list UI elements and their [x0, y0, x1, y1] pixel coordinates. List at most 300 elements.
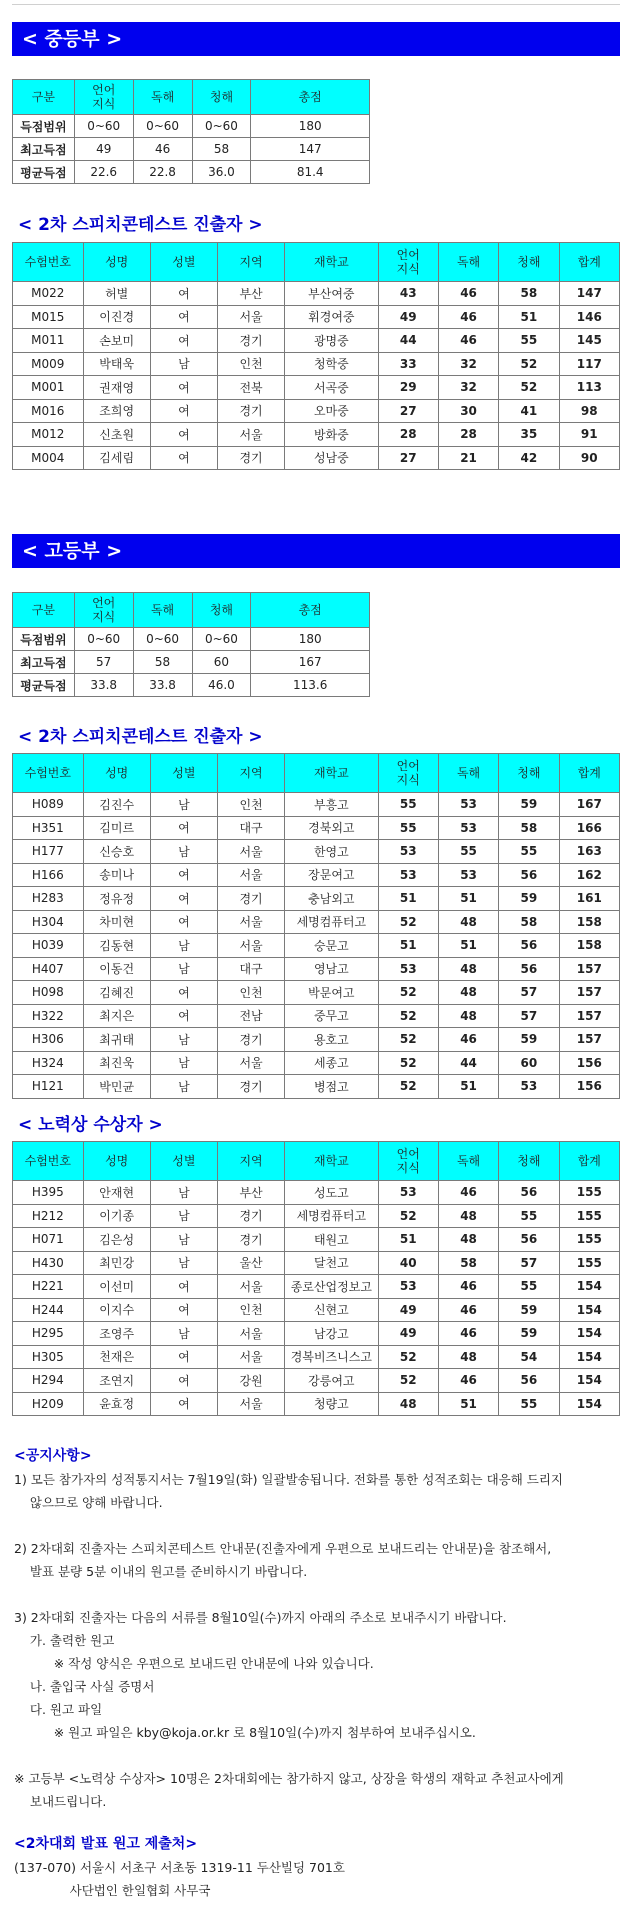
- table-cell: 남: [150, 352, 217, 376]
- table-cell: 여: [150, 863, 217, 887]
- table-cell: 0~60: [133, 115, 192, 138]
- table-cell: 장문여고: [285, 863, 378, 887]
- table-row: [13, 863, 620, 887]
- column-header: 수험번호: [13, 754, 84, 793]
- table-cell: 52: [378, 1204, 438, 1228]
- column-header: 독해: [133, 593, 192, 628]
- table-row: [13, 628, 370, 651]
- table-cell: 44: [438, 1051, 498, 1075]
- table-cell: 48: [438, 910, 498, 934]
- table-cell: 46: [133, 138, 192, 161]
- table-row: [13, 1181, 620, 1205]
- table-cell: 남: [150, 840, 217, 864]
- table-cell: 30: [438, 399, 498, 423]
- table-row: [13, 1251, 620, 1275]
- table-cell: 53: [438, 793, 498, 817]
- table-cell: 52: [378, 1028, 438, 1052]
- table-row: [13, 887, 620, 911]
- table-cell: 병점고: [285, 1075, 378, 1099]
- table-cell: 성도고: [285, 1181, 378, 1205]
- table-cell: 휘경여중: [285, 305, 378, 329]
- table-cell: 55: [499, 840, 559, 864]
- table-row: [13, 1228, 620, 1252]
- column-header: 언어 지식: [378, 243, 438, 282]
- table-cell: 51: [438, 1392, 498, 1416]
- table-cell: 157: [559, 957, 619, 981]
- table-cell: 경기: [217, 1028, 284, 1052]
- table-row: [13, 910, 620, 934]
- table-cell: 46: [438, 282, 498, 306]
- table-cell: 29: [378, 376, 438, 400]
- table-cell: 52: [378, 1051, 438, 1075]
- table-cell: 46: [438, 305, 498, 329]
- table-cell: 여: [150, 399, 217, 423]
- table-cell: 여: [150, 446, 217, 470]
- table-cell: 161: [559, 887, 619, 911]
- table-cell: H305: [13, 1345, 84, 1369]
- table-cell: 53: [378, 1181, 438, 1205]
- notice-line: ※ 원고 파일은 kby@koja.or.kr 로 8월10일(수)까지 첨부하여 보내주십시오.: [14, 1725, 476, 1740]
- table-cell: 154: [559, 1345, 619, 1369]
- table-cell: 여: [150, 910, 217, 934]
- table-cell: 조연지: [83, 1369, 150, 1393]
- table-cell: 48: [438, 1228, 498, 1252]
- table-cell: 남: [150, 1228, 217, 1252]
- table-cell: 52: [378, 1369, 438, 1393]
- table-cell: 59: [499, 793, 559, 817]
- table-cell: 안재현: [83, 1181, 150, 1205]
- table-cell: 28: [378, 423, 438, 447]
- table-cell: 117: [559, 352, 619, 376]
- column-header: 지역: [217, 754, 284, 793]
- table-cell: H221: [13, 1275, 84, 1299]
- high-summary-table: [12, 592, 370, 697]
- table-cell: 0~60: [74, 628, 133, 651]
- table-cell: 91: [559, 423, 619, 447]
- table-cell: H212: [13, 1204, 84, 1228]
- column-header: 수험번호: [13, 243, 84, 282]
- table-cell: 155: [559, 1204, 619, 1228]
- table-cell: 김진수: [83, 793, 150, 817]
- column-header: 합계: [559, 243, 619, 282]
- table-cell: 박문여고: [285, 981, 378, 1005]
- table-cell: 154: [559, 1322, 619, 1346]
- notice-line: 않으므로 양해 바랍니다.: [14, 1495, 163, 1510]
- table-cell: 차미현: [83, 910, 150, 934]
- column-header: 독해: [133, 80, 192, 115]
- middle-finalists-title: < 2차 스피치콘테스트 진출자 >: [18, 215, 263, 235]
- notice-line: ※ 작성 양식은 우편으로 보내드린 안내문에 나와 있습니다.: [14, 1656, 374, 1671]
- table-cell: M011: [13, 329, 84, 353]
- table-cell: 성남중: [285, 446, 378, 470]
- table-cell: 53: [378, 1275, 438, 1299]
- effort-award-title: < 노력상 수상자 >: [18, 1115, 163, 1135]
- table-cell: 98: [559, 399, 619, 423]
- table-cell: 이동건: [83, 957, 150, 981]
- middle-school-banner: < 중등부 >: [12, 22, 620, 56]
- table-cell: 59: [499, 1298, 559, 1322]
- table-cell: 40: [378, 1251, 438, 1275]
- table-cell: 충남외고: [285, 887, 378, 911]
- table-row: [13, 138, 370, 161]
- column-header: 언어 지식: [74, 80, 133, 115]
- table-cell: 남: [150, 934, 217, 958]
- table-cell: H295: [13, 1322, 84, 1346]
- high-school-banner: < 고등부 >: [12, 534, 620, 568]
- table-cell: 49: [378, 305, 438, 329]
- table-cell: 58: [499, 910, 559, 934]
- table-cell: 여: [150, 1275, 217, 1299]
- table-cell: 60: [192, 651, 251, 674]
- table-cell: H098: [13, 981, 84, 1005]
- table-cell: 이지수: [83, 1298, 150, 1322]
- column-header: 성명: [83, 1142, 150, 1181]
- column-header: 재학교: [285, 243, 378, 282]
- table-cell: 22.6: [74, 161, 133, 184]
- table-cell: 53: [499, 1075, 559, 1099]
- table-cell: 46.0: [192, 674, 251, 697]
- table-cell: 58: [499, 816, 559, 840]
- notice-line: 가. 출력한 원고: [14, 1633, 115, 1648]
- table-cell: 전남: [217, 1004, 284, 1028]
- table-cell: 28: [438, 423, 498, 447]
- table-cell: 오마중: [285, 399, 378, 423]
- address-line: 사단법인 한일협회 사무국: [14, 1883, 211, 1898]
- column-header: 청해: [499, 1142, 559, 1181]
- notice-title: <공지사항>: [14, 1448, 92, 1464]
- table-cell: 여: [150, 1004, 217, 1028]
- table-cell: 세종고: [285, 1051, 378, 1075]
- table-cell: 157: [559, 981, 619, 1005]
- table-cell: 56: [499, 863, 559, 887]
- table-cell: 52: [499, 352, 559, 376]
- table-cell: 167: [559, 793, 619, 817]
- table-cell: H166: [13, 863, 84, 887]
- column-header: 재학교: [285, 1142, 378, 1181]
- table-cell: 서울: [217, 305, 284, 329]
- table-row: [13, 1369, 620, 1393]
- middle-finalists-table: [12, 242, 620, 470]
- table-cell: 서울: [217, 1345, 284, 1369]
- table-cell: 52: [499, 376, 559, 400]
- table-cell: 180: [251, 628, 370, 651]
- table-cell: 여: [150, 1369, 217, 1393]
- table-row: [13, 329, 620, 353]
- table-cell: 서울: [217, 910, 284, 934]
- table-cell: M015: [13, 305, 84, 329]
- column-header: 청해: [192, 593, 251, 628]
- table-cell: H322: [13, 1004, 84, 1028]
- table-cell: 여: [150, 376, 217, 400]
- notice-line: 다. 원고 파일: [14, 1702, 103, 1717]
- table-cell: 157: [559, 1028, 619, 1052]
- notice-line: [14, 1514, 620, 1537]
- table-cell: 51: [378, 1228, 438, 1252]
- table-cell: 서울: [217, 934, 284, 958]
- column-header: 수험번호: [13, 1142, 84, 1181]
- table-cell: 155: [559, 1181, 619, 1205]
- table-cell: 48: [438, 957, 498, 981]
- column-header: 독해: [438, 754, 498, 793]
- table-cell: 여: [150, 816, 217, 840]
- table-cell: 대구: [217, 957, 284, 981]
- table-cell: 46: [438, 1028, 498, 1052]
- table-cell: 154: [559, 1369, 619, 1393]
- table-cell: 용호고: [285, 1028, 378, 1052]
- table-cell: 113: [559, 376, 619, 400]
- table-cell: 154: [559, 1298, 619, 1322]
- row-label: 평균득점: [13, 674, 75, 697]
- table-cell: 서울: [217, 423, 284, 447]
- table-cell: 서울: [217, 1392, 284, 1416]
- table-cell: 46: [438, 1298, 498, 1322]
- table-cell: 조영주: [83, 1322, 150, 1346]
- table-cell: 남: [150, 793, 217, 817]
- table-cell: 숭문고: [285, 934, 378, 958]
- notice-line: 1) 모든 참가자의 성적통지서는 7월19일(화) 일괄발송됩니다. 전화를 통한 성적조회는 대응해 드리지: [14, 1472, 564, 1487]
- table-cell: 인천: [217, 352, 284, 376]
- table-cell: 22.8: [133, 161, 192, 184]
- table-cell: 147: [559, 282, 619, 306]
- table-cell: 44: [378, 329, 438, 353]
- column-header: 지역: [217, 1142, 284, 1181]
- table-cell: 0~60: [133, 628, 192, 651]
- table-cell: 162: [559, 863, 619, 887]
- row-label: 평균득점: [13, 161, 75, 184]
- table-cell: 신현고: [285, 1298, 378, 1322]
- table-cell: H306: [13, 1028, 84, 1052]
- table-cell: 남: [150, 1322, 217, 1346]
- table-cell: H304: [13, 910, 84, 934]
- table-cell: 41: [499, 399, 559, 423]
- table-row: [13, 1392, 620, 1416]
- table-cell: 울산: [217, 1251, 284, 1275]
- table-cell: 55: [499, 1275, 559, 1299]
- table-cell: 여: [150, 423, 217, 447]
- notice-section: [14, 1445, 620, 1813]
- column-header: 총점: [251, 593, 370, 628]
- high-finalists-title: < 2차 스피치콘테스트 진출자 >: [18, 727, 263, 747]
- effort-award-table: [12, 1141, 620, 1416]
- table-cell: 55: [499, 329, 559, 353]
- table-cell: 156: [559, 1051, 619, 1075]
- table-cell: 손보미: [83, 329, 150, 353]
- table-row: [13, 1075, 620, 1099]
- table-cell: 서울: [217, 863, 284, 887]
- table-cell: 방화중: [285, 423, 378, 447]
- table-cell: 156: [559, 1075, 619, 1099]
- table-cell: 인천: [217, 793, 284, 817]
- table-row: [13, 1345, 620, 1369]
- table-cell: 48: [378, 1392, 438, 1416]
- table-cell: 33.8: [133, 674, 192, 697]
- table-cell: H294: [13, 1369, 84, 1393]
- table-cell: 27: [378, 399, 438, 423]
- table-cell: 광명중: [285, 329, 378, 353]
- table-cell: 윤효정: [83, 1392, 150, 1416]
- table-cell: 166: [559, 816, 619, 840]
- table-cell: 태원고: [285, 1228, 378, 1252]
- table-cell: H071: [13, 1228, 84, 1252]
- table-cell: H395: [13, 1181, 84, 1205]
- table-cell: 56: [499, 957, 559, 981]
- table-cell: 59: [499, 887, 559, 911]
- table-cell: 60: [499, 1051, 559, 1075]
- table-cell: 여: [150, 329, 217, 353]
- table-cell: 90: [559, 446, 619, 470]
- table-cell: 49: [378, 1298, 438, 1322]
- table-cell: 서울: [217, 840, 284, 864]
- table-cell: 경기: [217, 887, 284, 911]
- table-cell: 최귀태: [83, 1028, 150, 1052]
- notice-line: 2) 2차대회 진출자는 스피치콘테스트 안내문(진출자에게 우편으로 보내드리는 안내문)을 참조해서,: [14, 1541, 552, 1556]
- header-row: [13, 80, 370, 115]
- table-cell: 여: [150, 981, 217, 1005]
- column-header: 합계: [559, 754, 619, 793]
- table-cell: M016: [13, 399, 84, 423]
- table-cell: 51: [378, 887, 438, 911]
- table-cell: 여: [150, 282, 217, 306]
- table-cell: 21: [438, 446, 498, 470]
- table-cell: 종로산업정보고: [285, 1275, 378, 1299]
- table-cell: 51: [499, 305, 559, 329]
- table-cell: 55: [378, 793, 438, 817]
- table-row: [13, 1204, 620, 1228]
- table-cell: 박민균: [83, 1075, 150, 1099]
- high-finalists-table: [12, 753, 620, 1099]
- table-cell: 33.8: [74, 674, 133, 697]
- table-cell: H430: [13, 1251, 84, 1275]
- table-cell: 146: [559, 305, 619, 329]
- table-cell: 경복비즈니스고: [285, 1345, 378, 1369]
- table-cell: 세명컴퓨터고: [285, 910, 378, 934]
- column-header: 청해: [499, 754, 559, 793]
- table-cell: 59: [499, 1028, 559, 1052]
- table-cell: 51: [378, 934, 438, 958]
- table-cell: 경기: [217, 1075, 284, 1099]
- table-row: [13, 934, 620, 958]
- table-row: [13, 840, 620, 864]
- table-cell: 57: [499, 981, 559, 1005]
- table-cell: 경기: [217, 446, 284, 470]
- table-cell: 158: [559, 910, 619, 934]
- table-cell: H351: [13, 816, 84, 840]
- table-cell: 전북: [217, 376, 284, 400]
- notice-line: ※ 고등부 <노력상 수상자> 10명은 2차대회에는 참가하지 않고, 상장을 학생의 재학교 추천교사에게: [14, 1771, 564, 1786]
- table-cell: 57: [74, 651, 133, 674]
- table-cell: 56: [499, 1369, 559, 1393]
- table-cell: 53: [378, 863, 438, 887]
- table-cell: 48: [438, 981, 498, 1005]
- table-cell: 박태욱: [83, 352, 150, 376]
- table-cell: 강원: [217, 1369, 284, 1393]
- table-cell: 145: [559, 329, 619, 353]
- address-line: (137-070) 서울시 서초구 서초동 1319-11 두산빌딩 701호: [14, 1860, 345, 1875]
- top-divider: [12, 4, 620, 5]
- table-cell: 신승호: [83, 840, 150, 864]
- table-row: [13, 1298, 620, 1322]
- table-cell: 43: [378, 282, 438, 306]
- table-cell: 154: [559, 1275, 619, 1299]
- table-cell: 32: [438, 376, 498, 400]
- header-row: [13, 243, 620, 282]
- table-cell: 53: [378, 957, 438, 981]
- table-cell: 신초원: [83, 423, 150, 447]
- table-cell: 55: [499, 1204, 559, 1228]
- table-cell: 최지은: [83, 1004, 150, 1028]
- table-cell: 영남고: [285, 957, 378, 981]
- table-cell: 58: [499, 282, 559, 306]
- table-cell: 52: [378, 1075, 438, 1099]
- row-label: 득점범위: [13, 115, 75, 138]
- table-cell: 0~60: [192, 628, 251, 651]
- table-cell: 58: [192, 138, 251, 161]
- column-header: 성명: [83, 243, 150, 282]
- table-cell: H283: [13, 887, 84, 911]
- table-cell: 부흥고: [285, 793, 378, 817]
- table-cell: 180: [251, 115, 370, 138]
- row-label: 최고득점: [13, 138, 75, 161]
- table-cell: 49: [74, 138, 133, 161]
- table-cell: 55: [499, 1392, 559, 1416]
- table-cell: 김동현: [83, 934, 150, 958]
- column-header: 구분: [13, 593, 75, 628]
- column-header: 지역: [217, 243, 284, 282]
- table-cell: 113.6: [251, 674, 370, 697]
- table-cell: 여: [150, 1392, 217, 1416]
- table-cell: 부산여중: [285, 282, 378, 306]
- table-row: [13, 115, 370, 138]
- table-cell: 남: [150, 1051, 217, 1075]
- table-cell: 남: [150, 1251, 217, 1275]
- table-cell: H324: [13, 1051, 84, 1075]
- table-cell: 남: [150, 1028, 217, 1052]
- header-row: [13, 593, 370, 628]
- table-cell: 허별: [83, 282, 150, 306]
- table-cell: 157: [559, 1004, 619, 1028]
- table-cell: 53: [438, 816, 498, 840]
- notice-line: [14, 1583, 620, 1606]
- table-cell: 여: [150, 887, 217, 911]
- table-row: [13, 446, 620, 470]
- table-cell: M009: [13, 352, 84, 376]
- column-header: 언어 지식: [378, 754, 438, 793]
- table-cell: 남강고: [285, 1322, 378, 1346]
- table-cell: 권재영: [83, 376, 150, 400]
- table-cell: 이기종: [83, 1204, 150, 1228]
- table-cell: H039: [13, 934, 84, 958]
- table-cell: 정유정: [83, 887, 150, 911]
- table-row: [13, 399, 620, 423]
- notice-line: 나. 출입국 사실 증명서: [14, 1679, 155, 1694]
- table-cell: 48: [438, 1345, 498, 1369]
- table-row: [13, 282, 620, 306]
- table-cell: 강릉여고: [285, 1369, 378, 1393]
- notice-line: 보내드립니다.: [14, 1794, 107, 1809]
- table-cell: 여: [150, 1298, 217, 1322]
- table-cell: 김은성: [83, 1228, 150, 1252]
- table-cell: 남: [150, 1204, 217, 1228]
- table-cell: 55: [378, 816, 438, 840]
- table-cell: 155: [559, 1251, 619, 1275]
- row-label: 득점범위: [13, 628, 75, 651]
- column-header: 성별: [150, 754, 217, 793]
- table-cell: 부산: [217, 282, 284, 306]
- table-cell: 46: [438, 1181, 498, 1205]
- table-row: [13, 674, 370, 697]
- table-cell: 57: [499, 1004, 559, 1028]
- column-header: 청해: [499, 243, 559, 282]
